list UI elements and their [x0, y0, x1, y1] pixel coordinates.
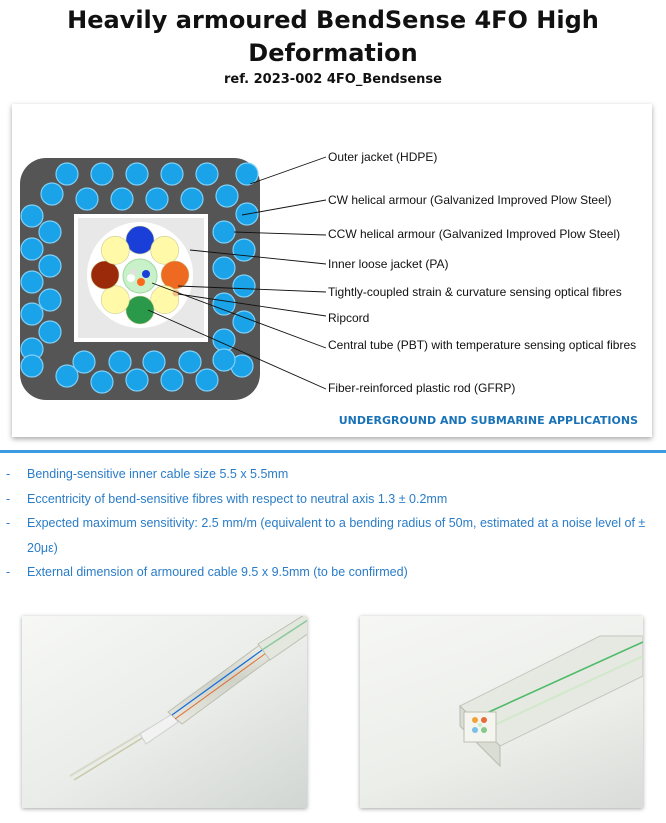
spec-item: - Bending-sensitive inner cable size 5.5 x 5.5mm [6, 462, 656, 487]
armour-wire [109, 351, 131, 373]
cable-photo-end-view [360, 616, 643, 808]
sub-unit-tube [101, 286, 129, 314]
armour-wire [41, 183, 63, 205]
armour-wire [39, 221, 61, 243]
armour-wire [21, 238, 43, 260]
callout-cw-armour: CW helical armour (Galvanized Improved Plow Steel) [328, 193, 612, 207]
cable-end-illustration [360, 616, 643, 808]
armour-wire [179, 351, 201, 373]
cable-cross-section-figure [12, 104, 652, 437]
spec-list [6, 462, 656, 585]
armour-wire [213, 349, 235, 371]
callout-sensing-fibres: Tightly-coupled strain & curvature sensing optical fibres [328, 285, 622, 299]
armour-wire [21, 205, 43, 227]
sub-unit-tube [126, 226, 154, 254]
armour-wire [91, 163, 113, 185]
armour-wire [233, 239, 255, 261]
sub-unit-tube [101, 236, 129, 264]
armour-wire [39, 321, 61, 343]
stripped-cable-illustration [22, 616, 307, 808]
spec-item: - External dimension of armoured cable 9.5 x 9.5mm (to be confirmed) [6, 560, 656, 585]
callout-gfrp-rod: Fiber-reinforced plastic rod (GFRP) [328, 381, 516, 395]
sub-unit-tube [151, 236, 179, 264]
applications-label: UNDERGROUND AND SUBMARINE APPLICATIONS [338, 414, 638, 427]
sub-unit-tube [161, 261, 189, 289]
sub-unit-tube [126, 296, 154, 324]
armour-wire [111, 188, 133, 210]
armour-wire [126, 369, 148, 391]
armour-wire [213, 293, 235, 315]
armour-wire [39, 289, 61, 311]
armour-wire [161, 163, 183, 185]
callout-ripcord: Ripcord [328, 311, 370, 325]
callout-outer-jacket: Outer jacket (HDPE) [328, 150, 438, 164]
armour-wire [126, 163, 148, 185]
armour-wire [21, 303, 43, 325]
armour-wire [21, 355, 43, 377]
spec-item: - Expected maximum sensitivity: 2.5 mm/m (equivalent to a bending radius of 50m, estimated at a noise level of ± 20με) [6, 511, 656, 560]
armour-wire [91, 371, 113, 393]
callout-central-tube: Central tube (PBT) with temperature sensing optical fibres [328, 338, 637, 352]
armour-wire [146, 188, 168, 210]
spec-item: - Eccentricity of bend-sensitive fibres with respect to neutral axis 1.3 ± 0.2mm [6, 487, 656, 512]
sub-unit-tube [91, 261, 119, 289]
callout-ccw-armour: CCW helical armour (Galvanized Improved Plow Steel) [328, 227, 621, 241]
armour-wire [236, 163, 258, 185]
armour-wire [73, 351, 95, 373]
armour-wire [161, 369, 183, 391]
armour-wire [143, 351, 165, 373]
armour-wire [213, 257, 235, 279]
armour-wire [233, 275, 255, 297]
page-title [0, 4, 666, 70]
armour-wire [76, 188, 98, 210]
cable-photo-stripped [22, 616, 307, 808]
title-line-2: Deformation [248, 39, 418, 67]
armour-wire [196, 163, 218, 185]
title-line-1: Heavily armoured BendSense 4FO High [67, 6, 599, 34]
reference-code: ref. 2023-002 4FO_Bendsense [223, 72, 442, 87]
armour-wire [213, 221, 235, 243]
armour-wire [21, 271, 43, 293]
armour-wire [181, 188, 203, 210]
callout-inner-loose-jacket: Inner loose jacket (PA) [328, 257, 449, 271]
section-divider [0, 450, 666, 453]
armour-wire [56, 163, 78, 185]
armour-wire [196, 369, 218, 391]
armour-wire [39, 255, 61, 277]
armour-wire [216, 185, 238, 207]
